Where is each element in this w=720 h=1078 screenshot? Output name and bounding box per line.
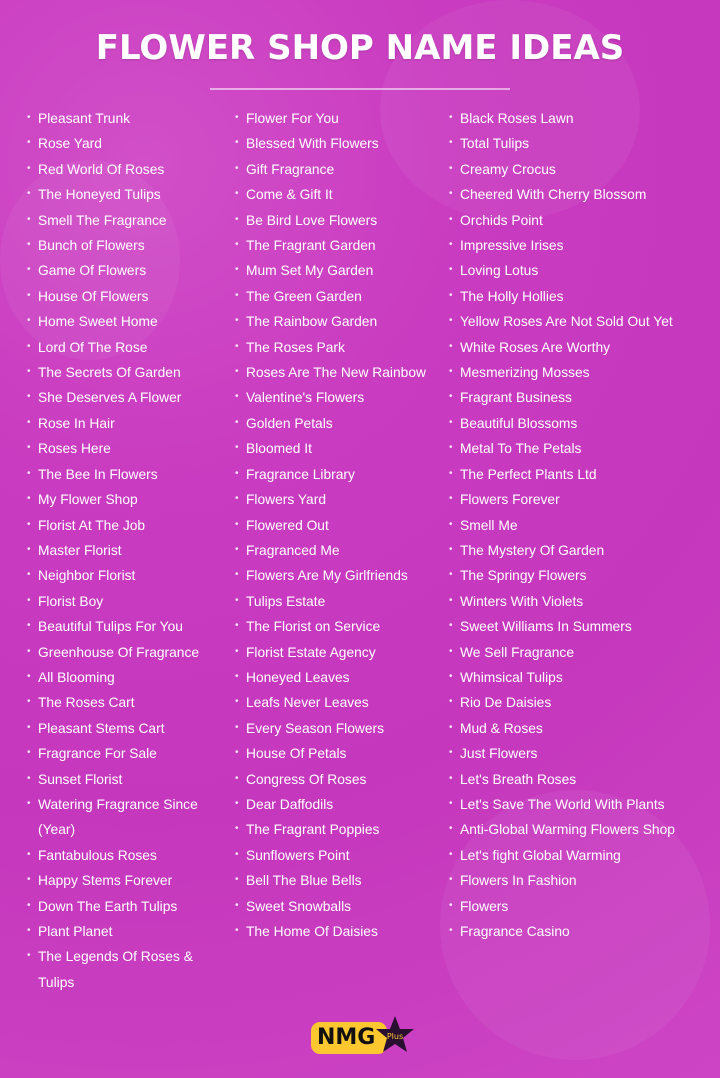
list-item: • Roses Here [27,436,227,461]
list-item: • Metal To The Petals [449,436,711,461]
list-item: • Orchids Point [449,208,711,233]
list-item: • Florist Estate Agency [235,640,445,665]
list-item: • The Perfect Plants Ltd [449,462,711,487]
list-item: • Just Flowers [449,741,711,766]
list-item: • Plant Planet [27,919,227,944]
list-item: • Gift Fragrance [235,157,445,182]
list-item: • Every Season Flowers [235,716,445,741]
list-item: • We Sell Fragrance [449,640,711,665]
list-item: • Game Of Flowers [27,258,227,283]
list-item: • Impressive Irises [449,233,711,258]
list-item: • Watering Fragrance Since (Year) [27,792,218,843]
list-item: • Whimsical Tulips [449,665,711,690]
list-item: • Florist At The Job [27,513,227,538]
list-item: • Bell The Blue Bells [235,868,445,893]
star-icon [375,1014,415,1054]
list-item: • The Mystery Of Garden [449,538,711,563]
list-item: • Mesmerizing Mosses [449,360,711,385]
name-list-column-2 [235,106,445,944]
list-item: • The Secrets Of Garden [27,360,227,385]
list-item: • Red World Of Roses [27,157,227,182]
list-item: • Blessed With Flowers [235,131,445,156]
list-item: • Dear Daffodils [235,792,445,817]
list-item: • Congress Of Roses [235,767,445,792]
list-item: • Total Tulips [449,131,711,156]
list-item: • Flowers Are My Girlfriends [235,563,445,588]
list-item: • White Roses Are Worthy [449,335,711,360]
list-item: • Pleasant Trunk [27,106,227,131]
list-item: • Creamy Crocus [449,157,711,182]
list-item: • Fragrance For Sale [27,741,227,766]
list-item: • Master Florist [27,538,227,563]
list-item: • Fragrance Library [235,462,445,487]
list-item: • Home Sweet Home [27,309,227,334]
list-item: • Black Roses Lawn [449,106,711,131]
list-item: • Sunset Florist [27,767,227,792]
list-item: • Florist Boy [27,589,227,614]
list-item: • Bunch of Flowers [27,233,227,258]
star-text: Plus [386,1032,404,1041]
list-item: • Come & Gift It [235,182,445,207]
list-item: • The Springy Flowers [449,563,711,588]
list-item: • Flower For You [235,106,445,131]
list-item: • The Holly Hollies [449,284,711,309]
list-item: • The Florist on Service [235,614,445,639]
list-item: • Golden Petals [235,411,445,436]
list-item: • Loving Lotus [449,258,711,283]
logo-text: NMG [317,1025,376,1050]
list-item: • Sunflowers Point [235,843,445,868]
list-item: • The Roses Cart [27,690,227,715]
list-item: • Honeyed Leaves [235,665,445,690]
list-item: • Winters With Violets [449,589,711,614]
list-item: • Neighbor Florist [27,563,227,588]
list-item: • Cheered With Cherry Blossom [449,182,711,207]
list-item: • Rose In Hair [27,411,227,436]
list-item: • Smell Me [449,513,711,538]
list-item: • Sweet Williams In Summers [449,614,711,639]
list-item: • Let's fight Global Warming [449,843,711,868]
list-item: • Fragrance Casino [449,919,711,944]
list-item: • The Home Of Daisies [235,919,445,944]
list-item: • The Fragrant Garden [235,233,445,258]
list-item: • Tulips Estate [235,589,445,614]
list-item: • Rose Yard [27,131,227,156]
list-item: • Let's Breath Roses [449,767,711,792]
list-item: • Bloomed It [235,436,445,461]
list-item: • Pleasant Stems Cart [27,716,227,741]
list-item: • Roses Are The New Rainbow [235,360,445,385]
list-item: • Beautiful Blossoms [449,411,711,436]
list-item: • The Bee In Flowers [27,462,227,487]
list-item: • Down The Earth Tulips [27,894,227,919]
list-item: • Flowers In Fashion [449,868,711,893]
list-item: • Anti-Global Warming Flowers Shop [449,817,711,842]
list-item: • The Rainbow Garden [235,309,445,334]
list-item: • The Roses Park [235,335,445,360]
list-item: • All Blooming [27,665,227,690]
list-item: • Valentine's Flowers [235,385,445,410]
list-item: • My Flower Shop [27,487,227,512]
list-item: • Flowered Out [235,513,445,538]
list-item: • Lord Of The Rose [27,335,227,360]
list-item: • Fragrant Business [449,385,711,410]
list-item: • Yellow Roses Are Not Sold Out Yet [449,309,711,334]
list-item: • Mum Set My Garden [235,258,445,283]
list-item: • House Of Petals [235,741,445,766]
list-item: • She Deserves A Flower [27,385,227,410]
list-item: • The Fragrant Poppies [235,817,445,842]
list-item: • Fantabulous Roses [27,843,227,868]
list-item: • Smell The Fragrance [27,208,227,233]
list-item: • Be Bird Love Flowers [235,208,445,233]
list-item: • Let's Save The World With Plants [449,792,711,817]
list-item: • Greenhouse Of Fragrance [27,640,227,665]
list-item: • Flowers Forever [449,487,711,512]
list-item: • Rio De Daisies [449,690,711,715]
list-item: • The Green Garden [235,284,445,309]
list-item: • House Of Flowers [27,284,227,309]
list-item: • The Honeyed Tulips [27,182,227,207]
list-item: • Happy Stems Forever [27,868,227,893]
list-item: • Flowers [449,894,711,919]
list-item: • Mud & Roses [449,716,711,741]
page-title: FLOWER SHOP NAME IDEAS [95,28,625,68]
list-item: • Beautiful Tulips For You [27,614,227,639]
list-item: • Flowers Yard [235,487,445,512]
title-divider [210,88,510,90]
list-item: • Sweet Snowballs [235,894,445,919]
name-list-column-3 [449,106,711,944]
list-item: • Leafs Never Leaves [235,690,445,715]
list-item: • The Legends Of Roses & Tulips [27,944,218,995]
list-item: • Fragranced Me [235,538,445,563]
name-list-column-1 [27,106,227,995]
